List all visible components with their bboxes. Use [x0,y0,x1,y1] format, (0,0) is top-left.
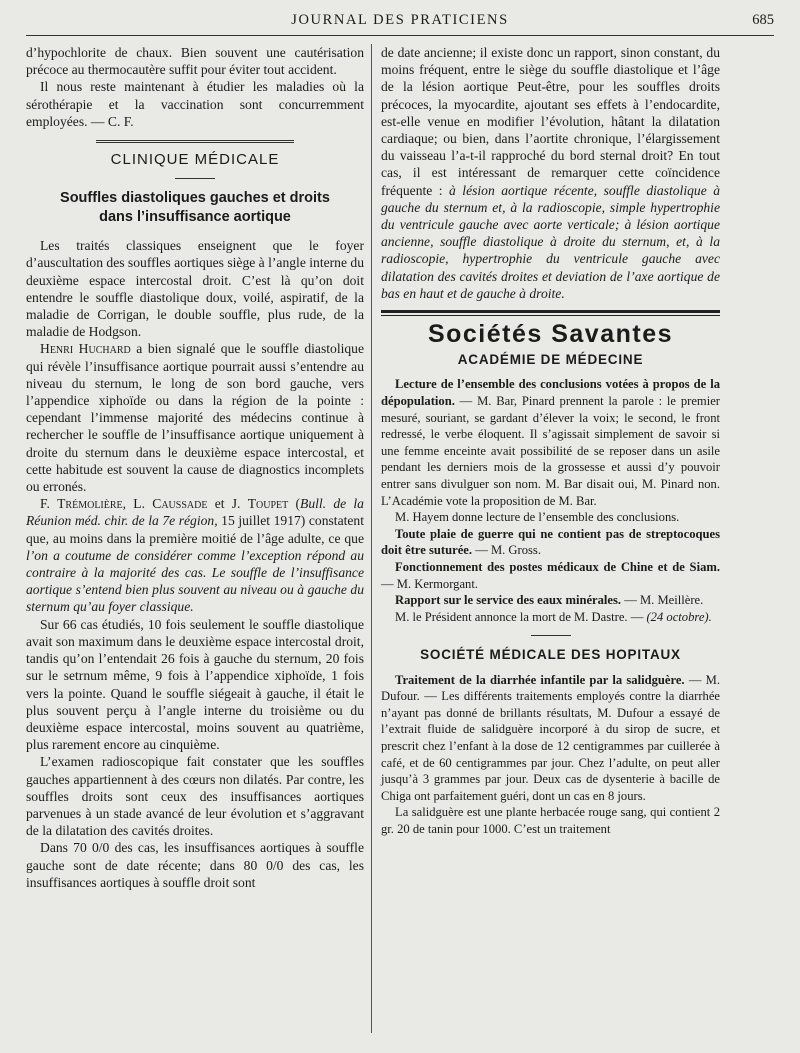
entry-1-text: — M. Bar, Pinard prennent la parole : le premier mesuré, souriant, se gardant d’élever la voix; le second, le front redressé, le verbe éloquent. Il s’agissait simplement de savoir si une femme enceinte avait possibilité de se reposer dans un asile pendant les derniers mois de la grossesse et aussi d’y pouvoir entrer sans divulguer son nom. M. Bar disait oui, M. Pinard non. L’Académie vote la proposition de M. Bar. [381,394,720,508]
paragraph-2 [26,340,364,495]
p3-text-c: et J. [207,496,248,512]
entry-4-heading: Fonctionnement des postes médicaux de Chine et de Siam. [395,559,720,574]
academie-entry-5 [381,592,720,609]
intro-paragraph-2: Il nous reste maintenant à étudier les maladies où la sérothérapie et la vaccination sont concurremment employées. — C. F. [26,79,364,129]
bulletin-reference: Bull. de la Réunion méd. chir. de la 7e région, [26,496,364,529]
entry-5-heading: Rapport sur le service des eaux minérales. [395,593,622,608]
column-divider [371,44,372,1033]
journal-title: JOURNAL DES PRATICIENS [291,12,509,28]
author-caussade: Caussade [152,496,208,512]
author-huchard: Henri Huchard [40,341,131,357]
right-p1-italic: à lésion aortique récente, souffle diastolique à gauche du sternum et, à la radioscopie, simple hypertrophie du ventricule gauche avec aorte verticale; à lésion aortique ancienne, souffle diastolique à droite du sternum, et, à la radioscopie, hypertrophie du ventricule gauche avec dilatation des cavités droites et deviation de l’axe aortique de bas en haut et de gauche à droite. [381,182,720,301]
entry-6-date: (24 octobre). [646,609,712,624]
section-separator [96,140,294,143]
paragraph-4: Sur 66 cas étudiés, 10 fois seulement le souffle diastolique avait son maximum dans le deuxième espace intercostal droit, tandis qu’on l’entendait 26 fois à gauche du sternum, 20 fois sur le setrnum même, 9 fois à l’appendice xiphoïde, 1 fois vers la pointe. Quand le souffle siégeait à gauche, il était le plus souvent perçu à l’angle interne du troisième ou du deuxième espace intercostal, moins souvent au quatrième, plus rarement encore au cinquième. [26,616,364,753]
p3-text-b: , L. [122,496,153,512]
academie-entry-1 [381,376,720,509]
societe-heading: SOCIÉTÉ MÉDICALE DES HOPITAUX [420,647,681,663]
societies-rule [381,310,720,316]
author-tremoliere: Trémolière [57,496,123,512]
p3-text-e: 15 juillet 1917) constatent que, au moins dans la première moitié de l’âge adulte, ce que [26,513,364,546]
paragraph-6: Dans 70 0/0 des cas, les insuffisances aortiques à souffle gauche sont de date récente; dans 80 0/0 des cas, les insuffisances aortiques à souffle droit sont [26,840,364,890]
intro-paragraph-1: d’hypochlorite de chaux. Bien souvent une cautérisation précoce au thermocautère suffit pour éviter tout accident. [26,45,364,78]
article-title-line-1: Souffles diastoliques gauches et droits [60,190,330,207]
header-rule [26,35,774,36]
academie-entry-3 [381,526,720,559]
short-rule [175,178,215,179]
paragraph-2-text: a bien signalé que le souffle diastolique qui révèle l’insuffisance aortique pourrait aussi s’entendre au niveau du sternum, le long de son bord gauche, vers l’appendice xiphoïde ou dans la région de la pointe : cependant l’immense majorité des médecins continue à rechercher le souffle de l’insuffisance aortique uniquement à droite du sternum dans le deuxième espace intercostal, et cette habitude est souvent la cause de diagnostics incomplets ou erronés. [26,341,365,495]
left-column [26,44,364,1045]
societe-entry-1-text: — M. Dufour. — Les différents traitements employés contre la diarrhée n’ayant pas donné de brillants résultats, M. Dufour a essayé de l’extrait fluide de salidguère incorporé à du sirop de sucre, et prescrit chez l’enfant à la dose de 12 centigrammes par cuillerée à café, et de 60 centigrammes par jour. Chez l’adulte, on peut aller jusqu’à 3 grammes par jour. Deux cas de dysenterie à bacille de Chiga ont parfaitement guéri, dont un cas en 8 jours. [381,672,720,803]
academie-heading: ACADÉMIE DE MÉDECINE [457,352,644,368]
societe-entry-2: La salidguère est une plante herbacée rouge sang, qui contient 2 gr. 20 de tanin pour 1000. C’est un traitement [381,805,720,836]
right-paragraph-1 [381,44,720,302]
p3-italic-quote: l’on a coutume de considérer comme l’exception répond au contraire à la majorité des cas. Le souffle de l’insuffisance aortique s’entend bien plus souvent au niveau ou à gauche du sternum qu’au foyer classique. [26,547,364,615]
academie-entry-6 [381,609,720,626]
paragraph-3 [26,495,364,615]
page-header [26,8,774,34]
entry-3-text: — M. Gross. [472,543,541,558]
right-column [381,44,720,1045]
right-p1-text: de date ancienne; il existe donc un rapport, sinon constant, du moins fréquent, entre le siège du souffle diastolique et l’âge de la lésion aortique Peut-être, pour les souffles droits précoces, la myocardite, ajoutant ses effets à l’endocardite, est-elle venue en modifier l’évolution, hâtant la dilatation cardiaque; ou bien, dans l’aortite chronique, l’élargissement du vaisseau l’a-t-il rapproché du bord sternal droit? En tout cas, il est intéressant de remarquer cette coïncidence fréquente : [381,45,720,198]
societe-entry-1-heading: Traitement de la diarrhée infantile par la salidguère. [395,672,685,687]
short-rule-2 [531,635,571,636]
author-toupet: Toupet [247,496,289,512]
paragraph-1: Les traités classiques enseignent que le foyer d’auscultation des souffles aortiques siège à l’angle interne du deuxième espace intercostal droit. C’est là qu’on doit entendre le souffle diastolique doux, voilé, aspiratif, de la maladie de Corrigan, le double souffle, plus rude, de la maladie de Hodgson. [26,238,364,340]
academie-entry-4 [381,559,720,592]
paragraph-5: L’examen radioscopique fait constater que les souffles gauches appartiennent à des cœurs non dilatés. Par contre, les souffles droits sont ceux des insuffisances aortiques parvenues à un stade avancé de leur évolution et s’aggravant de la dilatation des cavités droites. [26,754,364,839]
entry-6-text: M. le Président annonce la mort de M. Dastre. — [395,609,647,624]
p3-text-a: F. [40,496,58,512]
entry-5-text: — M. Meillère. [621,593,704,608]
entry-1-heading: Lecture de l’ensemble des conclusions votées à propos de la dépopulation. [381,377,720,409]
societies-title: Sociétés Savantes [427,320,674,349]
societe-entry-1 [381,672,720,805]
entry-3-heading: Toute plaie de guerre qui ne contient pas de streptocoques doit être suturée. [381,526,720,558]
p3-text-d: ( [288,496,301,512]
page-number: 685 [752,12,774,28]
article-title-line-2: dans l’insuffisance aortique [99,209,291,226]
entry-4-text: — M. Kermorgant. [381,576,479,591]
academie-entry-2: M. Hayem donne lecture de l’ensemble des conclusions. [395,510,680,525]
section-heading: CLINIQUE MÉDICALE [110,151,280,169]
article-title [26,189,364,227]
